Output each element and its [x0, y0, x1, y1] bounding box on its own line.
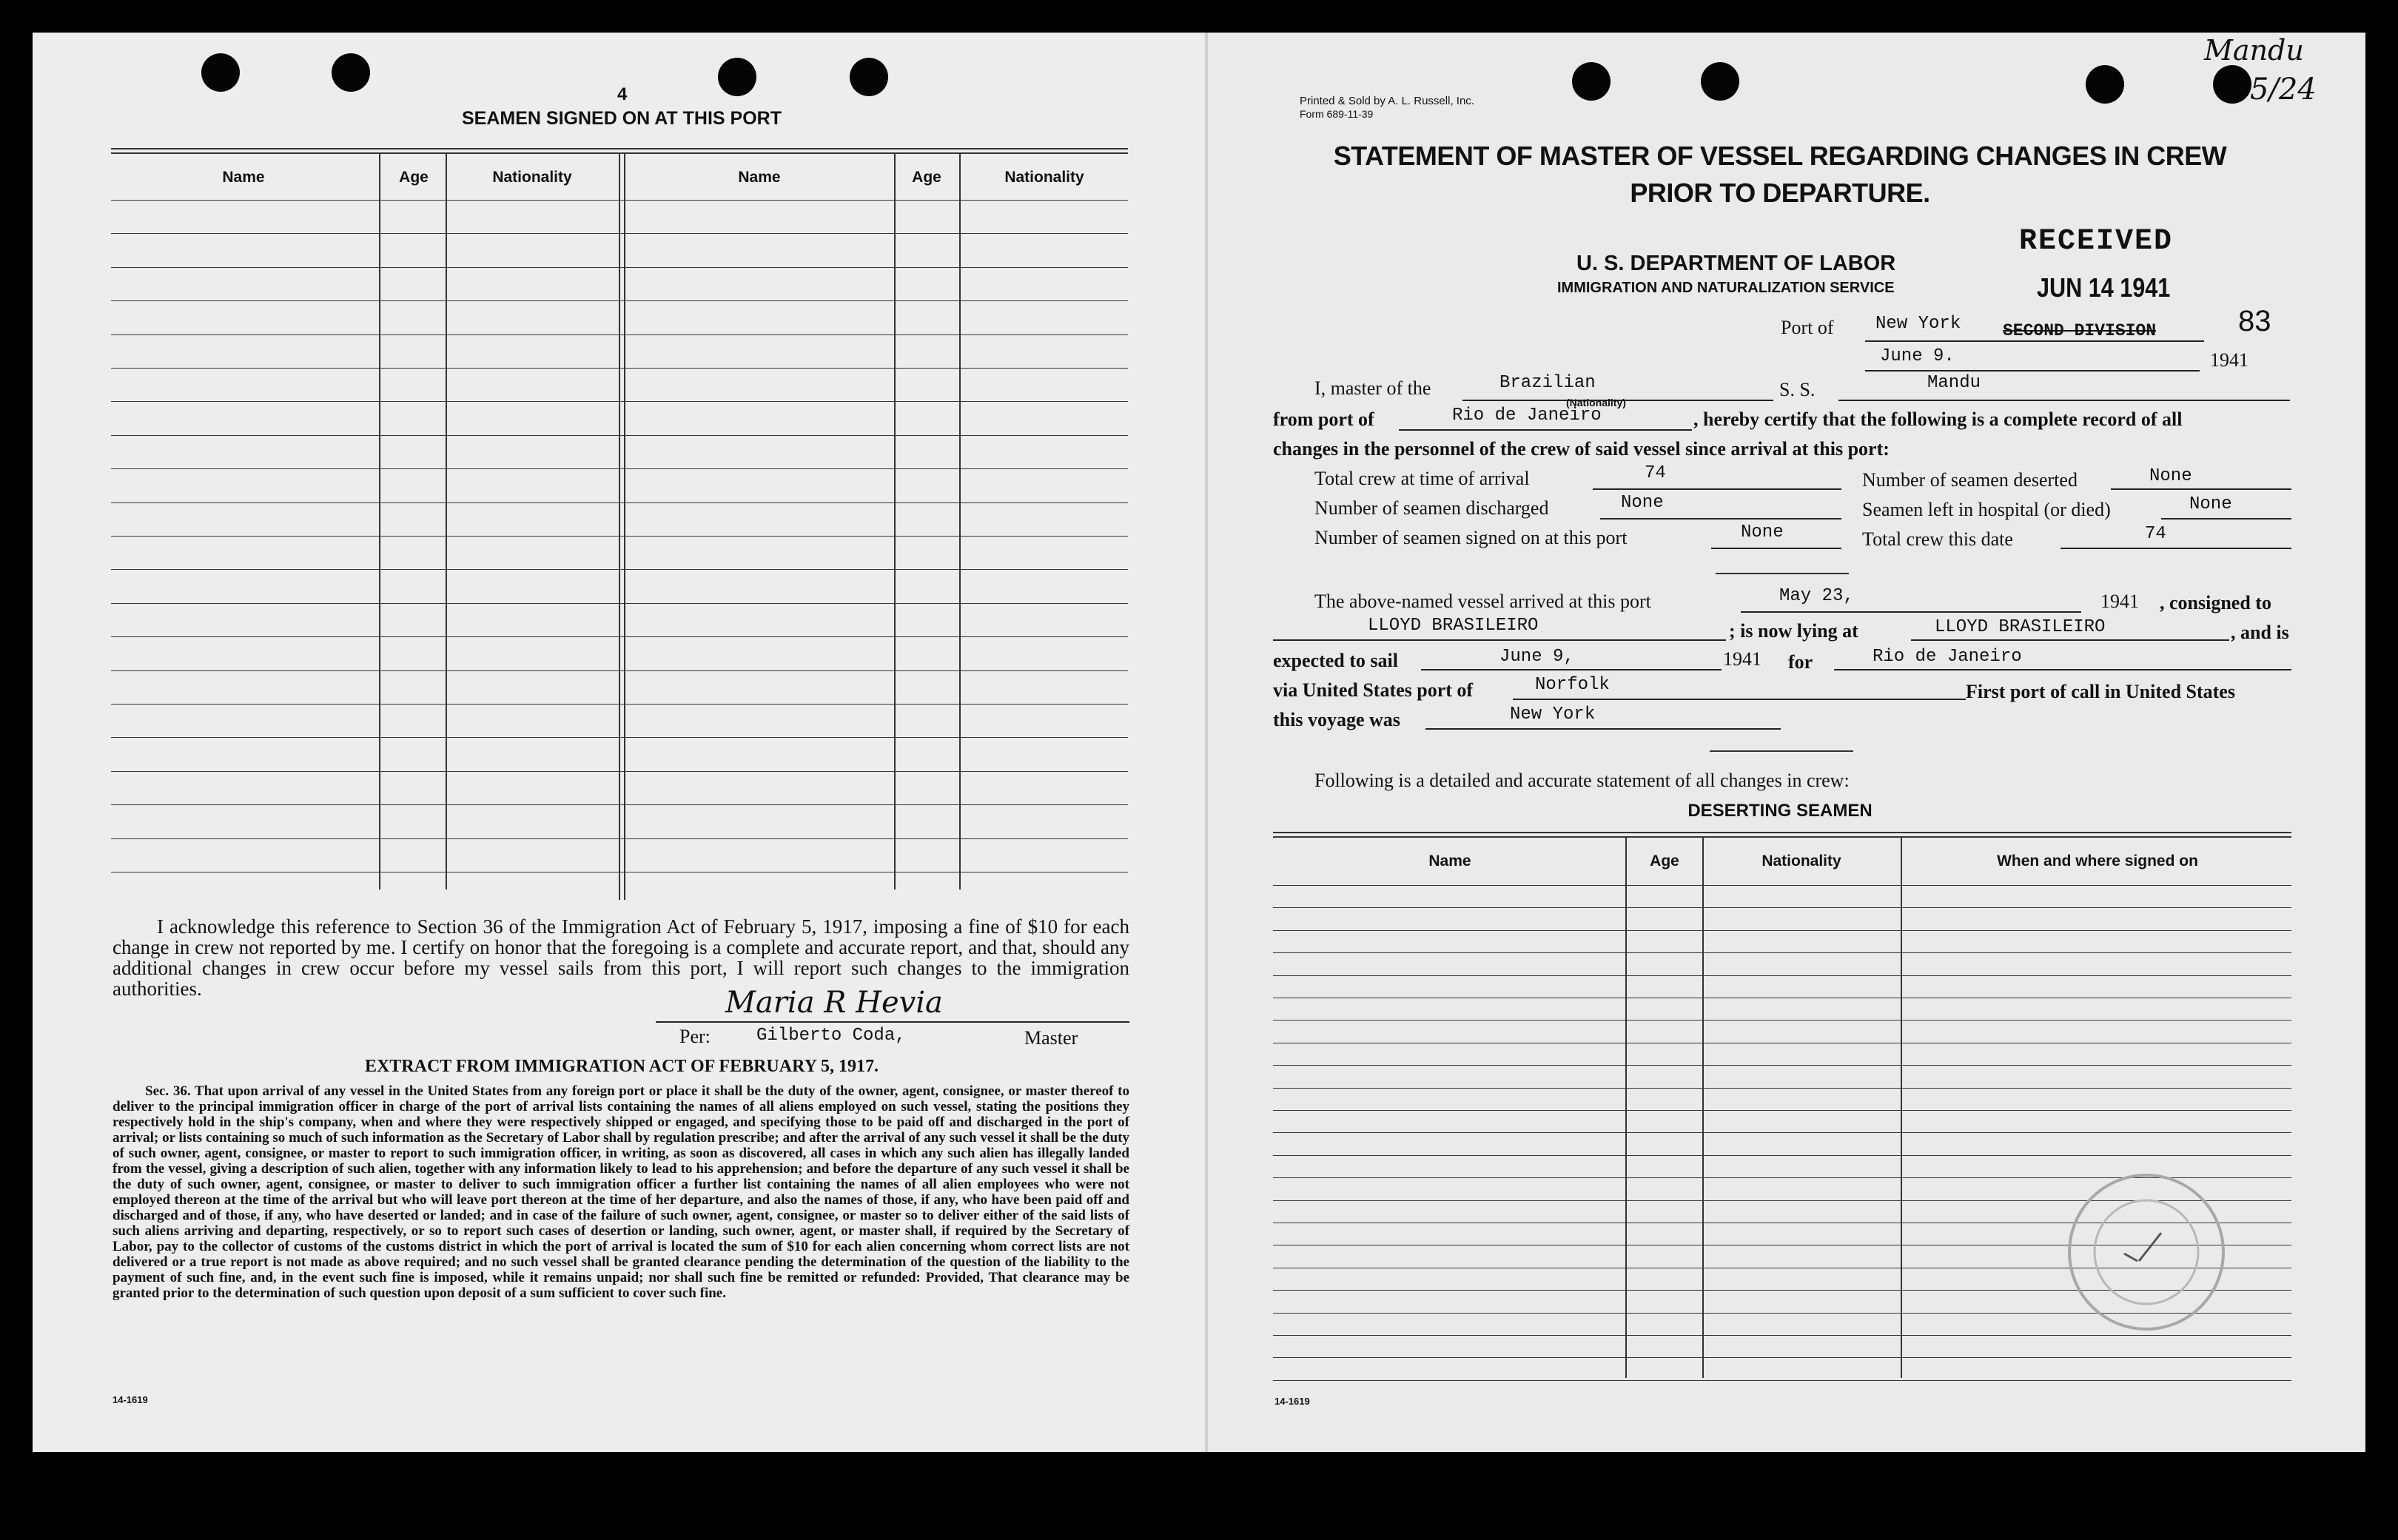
punch-hole — [2086, 65, 2124, 104]
table-row-rule — [111, 636, 1128, 637]
table-row-rule — [111, 267, 1128, 268]
for-label: for — [1788, 651, 1813, 673]
table-row-rule — [111, 838, 1128, 839]
col-name: Name — [222, 169, 265, 186]
table-row-rule — [1273, 930, 2291, 931]
nationality-hint: (Nationality) — [1566, 397, 1626, 408]
total-crew-value: 74 — [2145, 524, 2166, 544]
page-fold — [1205, 33, 1208, 1452]
received-date-stamp: JUN 14 1941 — [2037, 272, 2171, 303]
table-row-rule — [1273, 1357, 2291, 1358]
table-row-rule — [111, 334, 1128, 335]
table-row-rule — [1273, 1065, 2291, 1066]
title-line-1: STATEMENT OF MASTER OF VESSEL REGARDING CHANGES IN CREW — [1333, 141, 2227, 171]
consignee-value: LLOYD BRASILEIRO — [1368, 616, 1539, 636]
table-row-rule — [1273, 1155, 2291, 1156]
discharged-label: Number of seamen discharged — [1314, 497, 1549, 519]
for-value: Rio de Janeiro — [1873, 647, 2022, 667]
table-row-rule — [1273, 1132, 2291, 1133]
and-is-label: , and is — [2231, 622, 2289, 643]
col-age: Age — [1650, 853, 1679, 870]
table-row-rule — [111, 435, 1128, 436]
page-number: 4 — [617, 84, 628, 104]
date-value: June 9. — [1880, 346, 1955, 366]
table-row-rule — [1273, 975, 2291, 976]
inspection-stamp-seal — [2050, 1165, 2243, 1342]
expected-value: June 9, — [1499, 647, 1574, 667]
from-port-value: Rio de Janeiro — [1452, 406, 1602, 426]
table-row-rule — [111, 401, 1128, 402]
discharged-value: None — [1621, 493, 1664, 513]
expected-label: expected to sail — [1273, 650, 1398, 671]
lying-value: LLOYD BRASILEIRO — [1935, 617, 2106, 637]
punch-hole — [2213, 65, 2251, 104]
form-code-left: 14-1619 — [112, 1394, 148, 1405]
deserted-value: None — [2149, 466, 2192, 486]
hospital-value: None — [2189, 494, 2232, 514]
col-age-2: Age — [912, 169, 941, 186]
table-row-rule — [111, 300, 1128, 301]
punch-hole — [1701, 62, 1739, 101]
expected-year: 1941 — [1723, 648, 1761, 670]
first-port-label: First port of call in United States — [1966, 681, 2235, 702]
voyage-value: New York — [1510, 705, 1596, 724]
certify-text: , hereby certify that the following is a complete record of all — [1693, 408, 2183, 430]
changes-text: changes in the personnel of the crew of said vessel since arrival at this port: — [1273, 438, 1890, 460]
port-value: New York — [1875, 314, 1961, 334]
table-row-rule — [111, 737, 1128, 738]
col-nationality-2: Nationality — [1004, 169, 1084, 186]
department-name: U. S. DEPARTMENT OF LABOR — [1576, 252, 1896, 275]
form-code-right: 14-1619 — [1274, 1396, 1310, 1407]
table-row-rule — [1273, 907, 2291, 908]
year-suffix: 1941 — [2210, 349, 2248, 371]
table-row-rule — [111, 502, 1128, 503]
section-title: SEAMEN SIGNED ON AT THIS PORT — [462, 108, 782, 129]
table-row-rule — [111, 771, 1128, 772]
voyage-label: this voyage was — [1273, 709, 1400, 730]
col-nationality: Nationality — [1761, 853, 1841, 870]
table-row-rule — [1273, 885, 2291, 886]
form-number: Form 689-11-39 — [1300, 108, 1374, 120]
extract-title: EXTRACT FROM IMMIGRATION ACT OF FEBRUARY 5, 1917. — [364, 1057, 879, 1076]
punch-hole — [1572, 62, 1611, 101]
table-row-rule — [111, 468, 1128, 469]
master-signature: Maria R Hevia — [725, 986, 943, 1020]
total-crew-label: Total crew this date — [1862, 528, 2013, 550]
table-row-rule — [111, 200, 1128, 201]
following-text: Following is a detailed and accurate statement of all changes in crew: — [1314, 770, 1850, 791]
arrived-value: May 23, — [1779, 586, 1854, 606]
service-name: IMMIGRATION AND NATURALIZATION SERVICE — [1557, 280, 1895, 296]
title-line-2: PRIOR TO DEPARTURE. — [1630, 178, 1930, 208]
handwritten-ship-note: Mandu — [2204, 34, 2304, 67]
via-value: Norfolk — [1535, 675, 1610, 695]
deserted-label: Number of seamen deserted — [1862, 469, 2078, 491]
punch-hole — [332, 53, 370, 92]
table-row-rule — [1273, 1088, 2291, 1089]
stamp-number: 83 — [2238, 305, 2271, 337]
table-row-rule — [111, 704, 1128, 705]
handwritten-file-number: 5/24 — [2250, 73, 2317, 107]
signer-name: Gilberto Coda, — [756, 1026, 906, 1046]
punch-hole — [850, 58, 888, 96]
punch-hole — [201, 53, 240, 92]
received-stamp: RECEIVED — [2019, 225, 2174, 258]
hospital-label: Seamen left in hospital (or died) — [1862, 499, 2111, 520]
signed-on-value: None — [1741, 522, 1784, 542]
arrived-label: The above-named vessel arrived at this port — [1314, 591, 1651, 612]
table-row-rule — [111, 603, 1128, 604]
table-row-rule — [111, 569, 1128, 570]
port-label: Port of — [1781, 317, 1834, 338]
consigned-label: , consigned to — [2160, 592, 2271, 613]
table-row-rule — [111, 368, 1128, 369]
col-nationality: Nationality — [492, 169, 572, 186]
nationality-value: Brazilian — [1499, 373, 1596, 393]
col-when-where: When and where signed on — [1997, 853, 2198, 870]
col-name: Name — [1428, 853, 1471, 870]
crew-arrival-label: Total crew at time of arrival — [1314, 468, 1530, 489]
col-age: Age — [399, 169, 429, 186]
per-label: Per: — [679, 1026, 711, 1047]
via-label: via United States port of — [1273, 679, 1474, 701]
signed-on-label: Number of seamen signed on at this port — [1314, 527, 1628, 548]
form-title — [1303, 138, 2257, 212]
lying-label: ; is now lying at — [1729, 620, 1858, 642]
statute-text: Sec. 36. That upon arrival of any vessel in the United States from any foreign port or place it shall be the duty of the owner, agent, consignee, or master thereof to deliver to the principal immigration officer in charge of the port of arrival lists containing the names of all aliens employed on such vessel, stating the positions they respectively hold in the ship's company, when and where they were respectively shipped or engaged, and specifying those to be paid off and discharged in the port of arrival; or lists containing so much of such information as the Secretary of Labor shall by regulation prescribe; and after the arrival of any such vessel it shall be the duty of such owner, agent, consignee, or master to report to such immigration officer, in writing, as soon as discovered, all cases in which any such alien has illegally landed from the vessel, giving a description of such alien, together with any information likely to lead to his apprehension; and before the departure of any such vessel it shall be the duty of such owner, agent, consignee, or master to deliver to such immigration officer a further list containing the names of all alien employees who were not employed thereon at the time of the arrival but who will leave port thereon at the time of her departure, and also the names of those, if any, who have been paid off and discharged and of those, if any, who have deserted or landed; and in case of the failure of such owner, agent, consignee, or master so to deliver either of the said lists of such aliens arriving and departing, respectively, or so to report such cases of desertion or landing, such owner, agent, or master shall, if required by the Secretary of Labor, pay to the collector of customs of the customs district in which the port of arrival is located the sum of $10 for each alien concerning whom correct lists are not delivered or a true report is not made as above required; and no such vessel shall be granted clearance pending the determination of the question of the liability to the payment of such fine, and, in the event such fine is imposed, while it remains unpaid; nor shall such fine be remitted or refunded: Provided, That clearance may be granted prior to the determination of such question upon deposit of a sum sufficient to cover such fine. — [112, 1083, 1129, 1301]
master-of-label: I, master of the — [1314, 377, 1431, 399]
division-stamp-struck: SECOND DIVISION — [2003, 321, 2157, 340]
col-name-2: Name — [738, 169, 781, 186]
table-row-rule — [1273, 952, 2291, 953]
acknowledgement-text: I acknowledge this reference to Section 36 of the Immigration Act of February 5, 1917, imposing a fine of $10 for each change in crew not reported by me. I certify on honor that the foregoing is a complete and accurate report, and that, should any additional changes in crew occur before my vessel sails from this port, I will report such changes to the immigration authorities. — [112, 915, 1129, 1000]
table-row-rule — [111, 804, 1128, 805]
punch-hole — [718, 58, 756, 96]
from-port-label: from port of — [1273, 408, 1374, 430]
ss-label: S. S. — [1779, 379, 1816, 400]
master-label: Master — [1024, 1027, 1078, 1049]
table-row-rule — [1273, 1380, 2291, 1381]
table-row-rule — [111, 233, 1128, 234]
deserting-title: DESERTING SEAMEN — [1687, 801, 1873, 821]
ship-name: Mandu — [1927, 373, 1981, 393]
table-row-rule — [111, 670, 1128, 671]
arrived-year: 1941 — [2100, 591, 2139, 612]
crew-arrival-value: 74 — [1645, 463, 1666, 483]
table-row-rule — [1273, 1110, 2291, 1111]
table-row-rule — [111, 536, 1128, 537]
printer-line: Printed & Sold by A. L. Russell, Inc. — [1300, 95, 1474, 107]
